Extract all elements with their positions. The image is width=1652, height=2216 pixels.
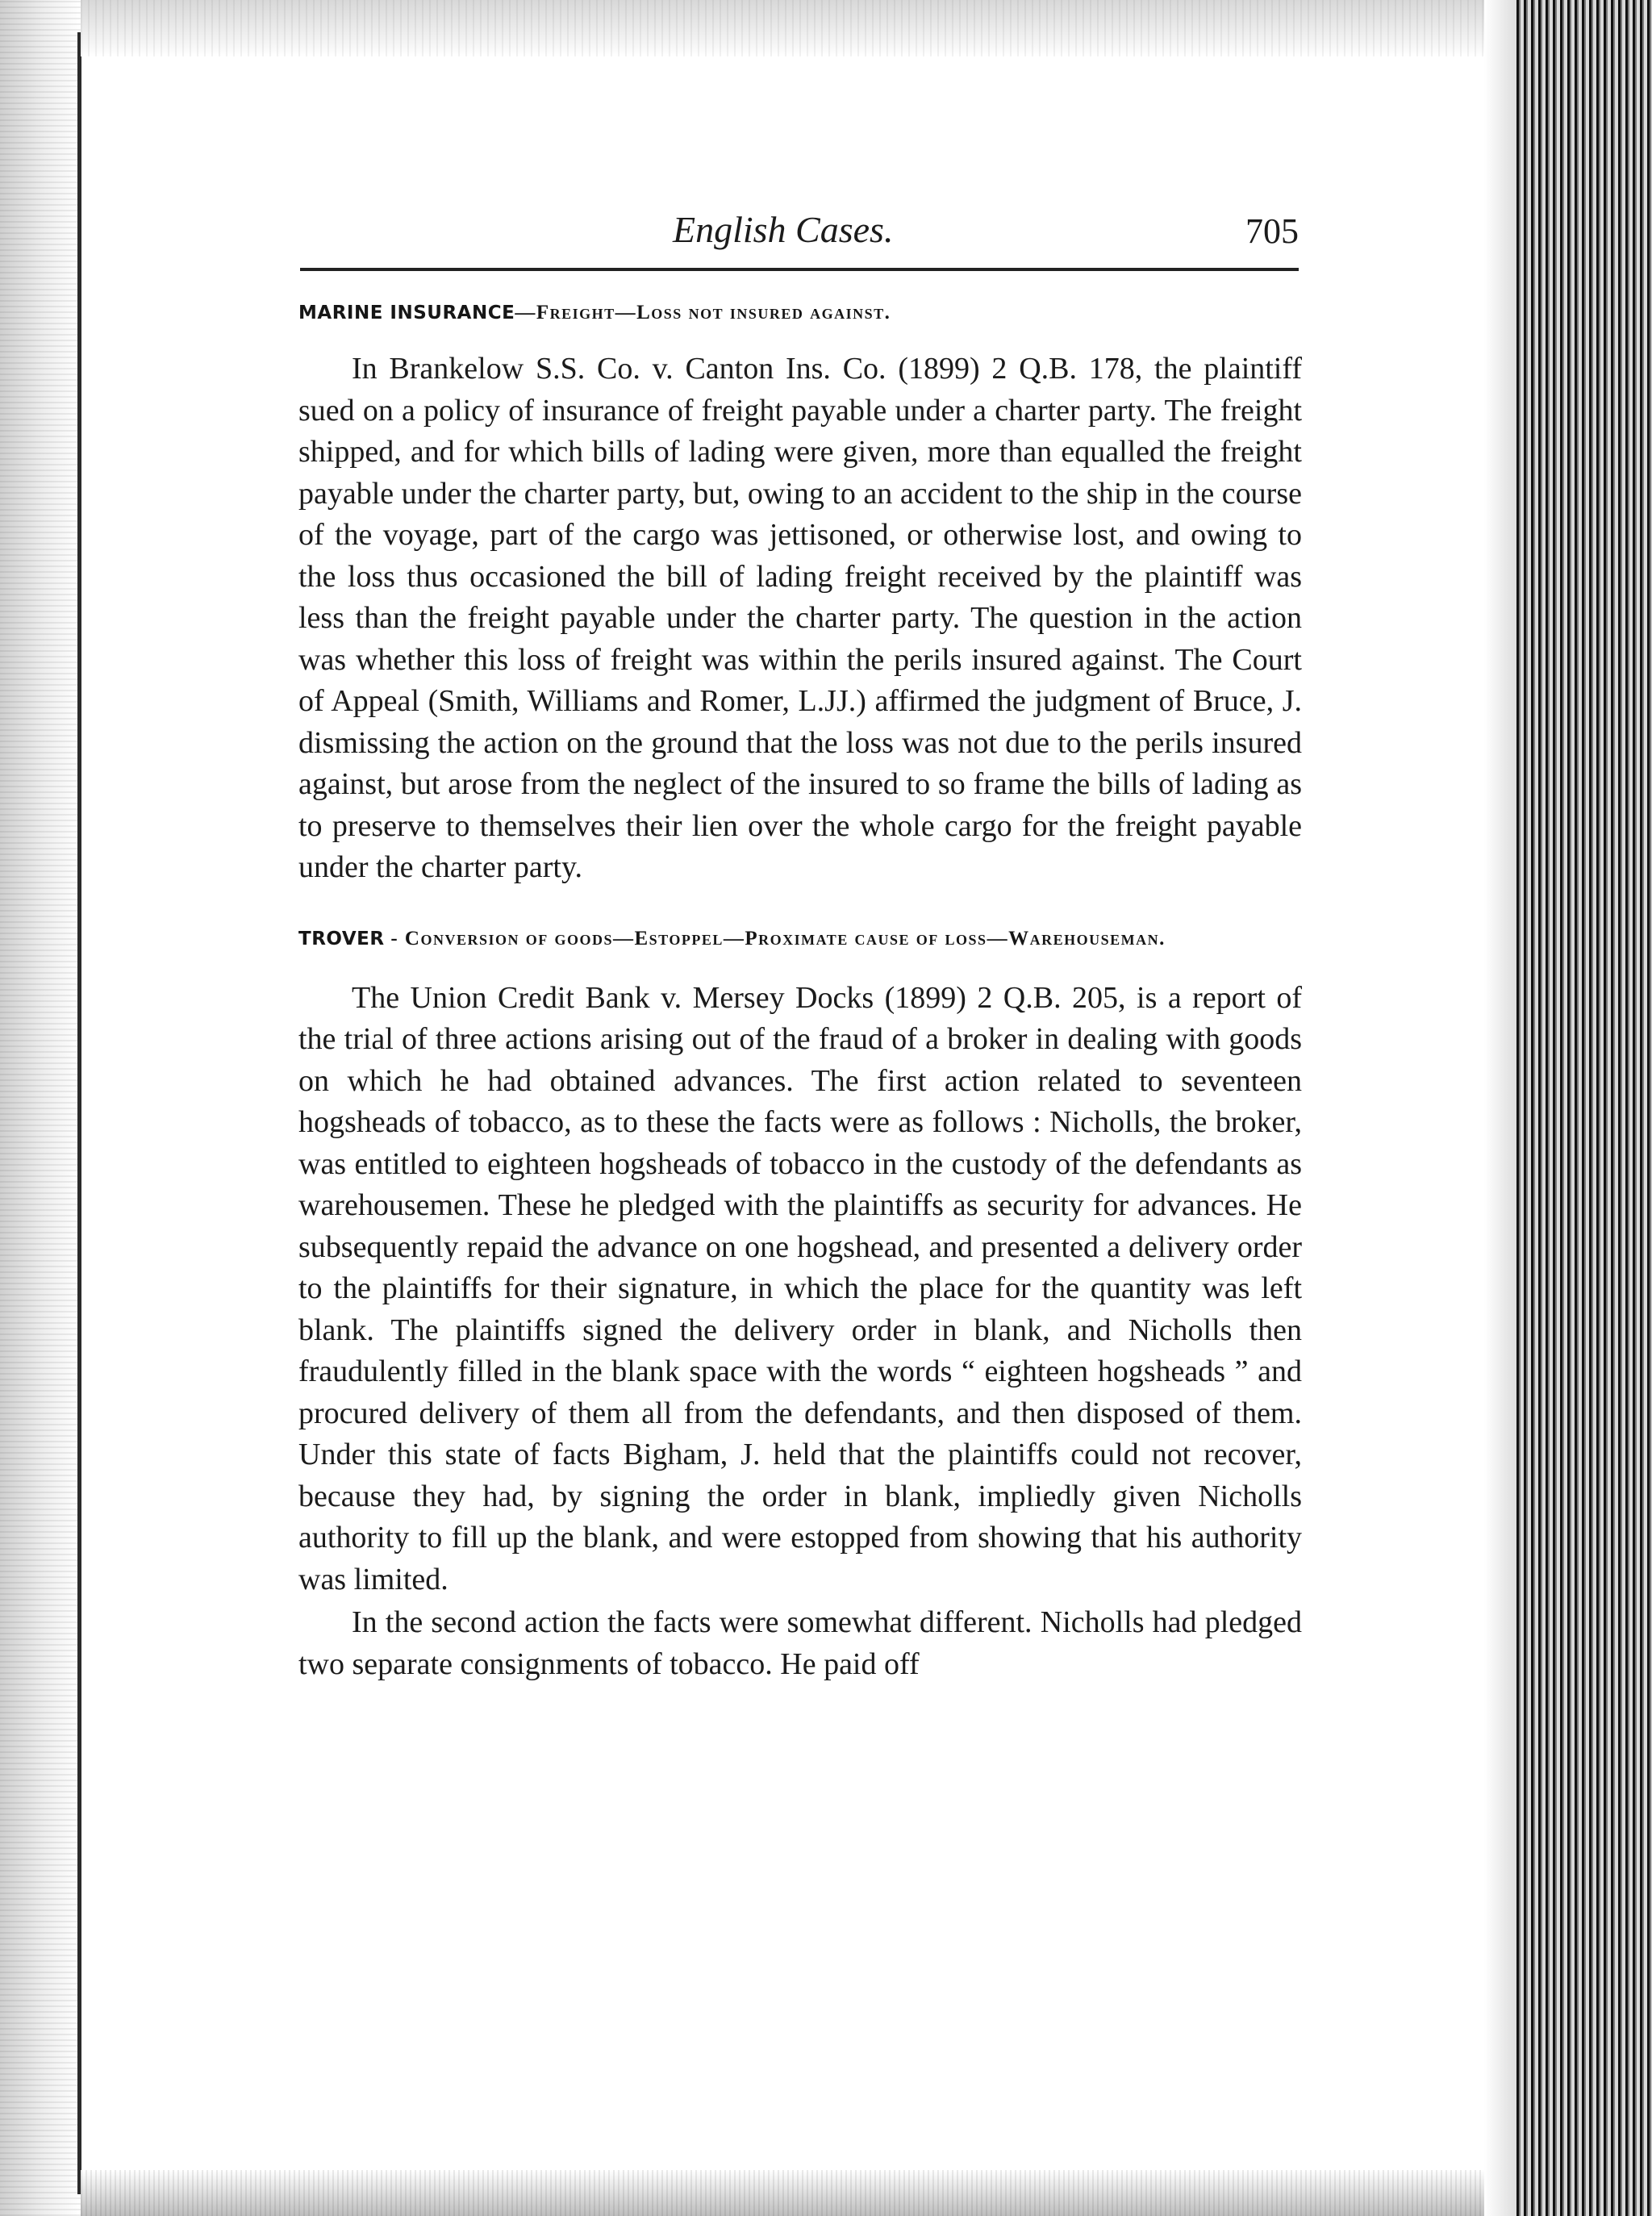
paragraph: In the second action the facts were somewhat different. Nicholls had pledged two separate consignments of tobacco. He paid off [298,1605,1302,1681]
scan-edge-left [0,0,81,2216]
paragraph: In Brankelow S.S. Co. v. Canton Ins. Co. (1899) 2 Q.B. 178, the plaintiff sued on a policy of insurance of freight payable under a charter party. The freight shipped, and for which bills of lading were given, more than equalled the freight payable under the charter party, but, owing to an accident to the ship in the course of the voyage, part of the cargo was jettisoned, or otherwise lost, and owing to the loss thus occasioned the bill of lading freight received by the plaintiff was less than the freight payable under the charter party. The question in the action was whether this loss of freight was within the perils insured against. The Court of Appeal (Smith, Williams and Romer, L.JJ.) affirmed the judgment of Bruce, J. dismissing the action on the ground that the loss was not due to the perils insured against, but arose from the neglect of the insured to so frame the bills of lading as to preserve to themselves their lien over the whole cargo for the freight payable under the charter party. [298,352,1302,884]
section-heading-sub: - Conversion of goods—Estoppel—Proximate cause of loss—Warehouseman. [384,927,1166,949]
book-spine-edge [1516,0,1652,2216]
section-heading-lead: TROVER [298,928,385,949]
section-heading-sub: —Freight—Loss not insured against. [515,302,891,323]
paragraph: The Union Credit Bank v. Mersey Docks (1899) 2 Q.B. 205, is a report of the trial of three actions arising out of the fraud of a broker in dealing with goods on which he had obtained advances. The first action related to seventeen hogsheads of tobacco, as to these the facts were as follows : Nicholls, the broker, was entitled to eighteen hogsheads of tobacco in the custody of the defendants as warehousemen. These he pledged with the plaintiffs as security for advances. He subsequently repaid the advance on one hogshead, and presented a delivery order to the plaintiffs for their signature, in which the place for the quantity was left blank. The plaintiffs signed the delivery order in blank, and Nicholls then fraudulently filled in the blank space with the words “ eighteen hogsheads ” and procured delivery of them all from the defendants, and then disposed of them. Under this state of facts Bigham, J. held that the plaintiffs could not recover, because they had, by signing the order in blank, impliedly given Nicholls authority to fill up the blank, and were estopped from showing that his authority was limited. [298,980,1302,1596]
header-rule [300,268,1299,271]
page-number: 705 [1245,211,1299,251]
section-heading-lead: MARINE INSURANCE [298,303,515,323]
section-heading-trover [298,926,1302,952]
running-header [300,202,1299,266]
text-column [298,300,1302,1685]
scan-edge-top [81,0,1533,56]
scan-edge-bottom [81,2170,1533,2216]
page-title: English Cases. [673,209,894,250]
page-edge-line [77,32,81,2194]
section-heading-marine-insurance [298,300,1302,326]
